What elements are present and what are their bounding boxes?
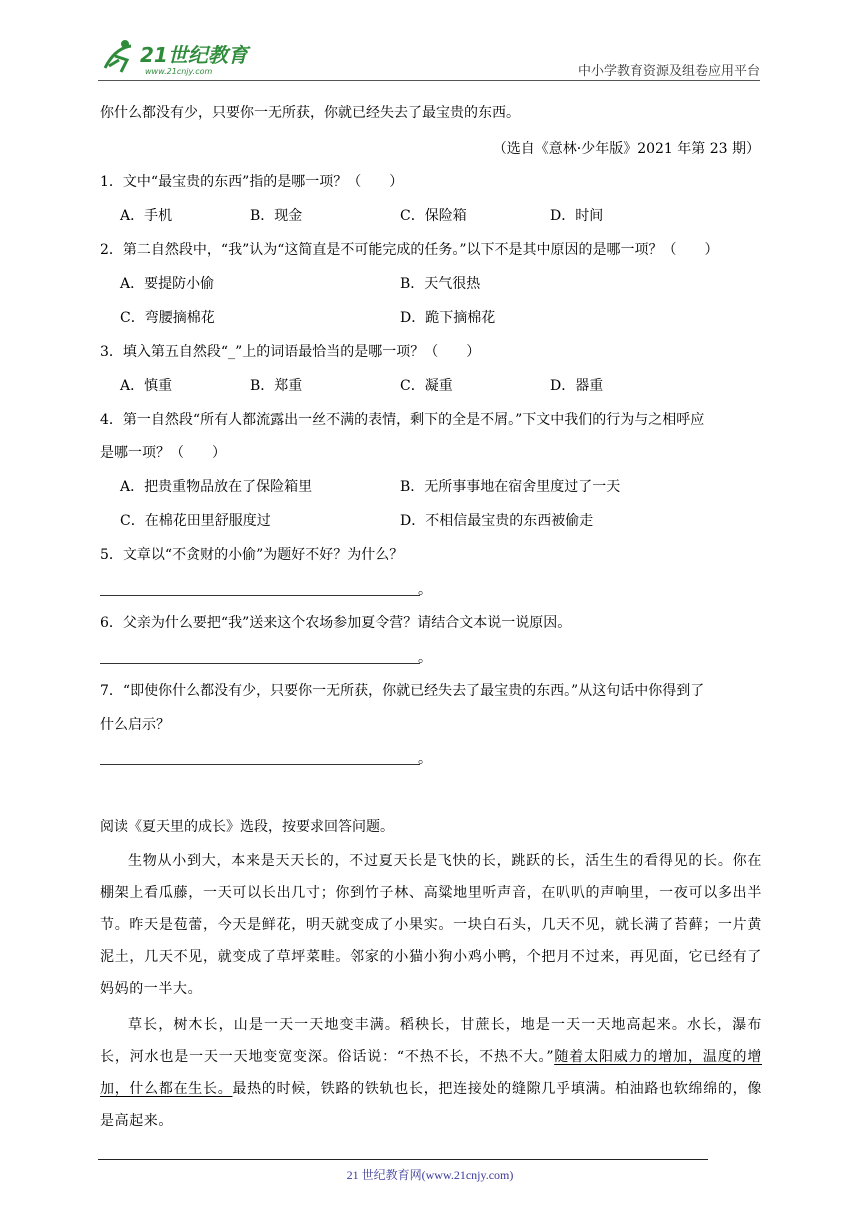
q3-option-c[interactable]: C．凝重	[400, 378, 453, 394]
question-1: 1．文中“最宝贵的东西”指的是哪一项？（ ）	[100, 174, 404, 190]
q3-option-b[interactable]: B．郑重	[250, 378, 303, 394]
q2-option-d[interactable]: D．跪下摘棉花	[400, 310, 496, 326]
q1-option-d[interactable]: D．时间	[550, 208, 604, 224]
q6-answer-blank[interactable]	[100, 663, 420, 664]
q4-option-b[interactable]: B．无所事事地在宿舍里度过了一天	[400, 479, 621, 495]
q4-option-a[interactable]: A．把贵重物品放在了保险箱里	[120, 479, 313, 495]
reading-passage	[100, 845, 762, 1137]
q4-option-d[interactable]: D．不相信最宝贵的东西被偷走	[400, 513, 594, 529]
paragraph-2-part-2: 最热的时候，铁路的铁轨也长，把连接处的缝隙几乎填满。柏油路也软绵绵的，像是高起来。	[100, 1081, 762, 1129]
intro-line: 你什么都没有少，只要你一无所获，你就已经失去了最宝贵的东西。	[100, 105, 520, 121]
q2-option-c[interactable]: C．弯腰摘棉花	[120, 310, 215, 326]
svg-text:21世纪教育: 21世纪教育	[140, 43, 248, 67]
reading-paragraph-2	[100, 1009, 762, 1137]
question-2: 2．第二自然段中，“我”认为“这简直是不可能完成的任务。”以下不是其中原因的是哪一项？（ ）	[100, 242, 719, 258]
q2-option-b[interactable]: B．天气很热	[400, 276, 481, 292]
reading-title: 阅读《夏天里的成长》选段，按要求回答问题。	[100, 819, 394, 835]
source-citation: （选自《意林·少年版》2021 年第 23 期）	[492, 141, 760, 157]
svg-text:www.21cnjy.com: www.21cnjy.com	[145, 67, 213, 76]
site-logo	[95, 38, 260, 78]
q7-answer-blank[interactable]	[100, 764, 420, 765]
question-3: 3．填入第五自然段“_”上的词语最恰当的是哪一项？（ ）	[100, 344, 481, 360]
question-4-line-1: 4．第一自然段“所有人都流露出一丝不满的表情，剩下的全是不屑。”下文中我们的行为与之相呼应	[100, 412, 705, 428]
question-4-line-2: 是哪一项？（ ）	[100, 445, 226, 461]
q2-option-a[interactable]: A．要提防小偷	[120, 276, 215, 292]
q3-option-a[interactable]: A．慎重	[120, 378, 173, 394]
q5-answer-blank[interactable]	[100, 595, 420, 596]
footer-divider	[98, 1159, 708, 1160]
reading-paragraph-1: 生物从小到大，本来是天天长的，不过夏天长是飞快的长，跳跃的长，活生生的看得见的长。你在棚架上看瓜藤，一天可以长出几寸；你到竹子林、高粱地里听声音，在叭叭的声响里，一夜可以多出半节。昨天是苞蕾，今天是鲜花，明天就变成了小果实。一块白石头，几天不见，就长满了苔藓；一片黄泥土，几天不见，就变成了草坪菜畦。邻家的小猫小狗小鸡小鸭，个把月不过来，再见面，它已经有了妈妈的一半大。	[100, 853, 762, 997]
q4-option-c[interactable]: C．在棉花田里舒服度过	[120, 513, 271, 529]
q1-option-c[interactable]: C．保险箱	[400, 208, 467, 224]
q6-period: 。	[418, 650, 432, 666]
paragraph-2-part-1: 草长，树木长，山是一天一天地变丰满。稻秧长，甘蔗长，地是一天一天地高起来。水长，瀑布长，河水也是一天一天地变宽变深。俗话说：“不热不长，不热不大。”	[100, 1017, 762, 1065]
question-6: 6．父亲为什么要把“我”送来这个农场参加夏令营？请结合文本说一说原因。	[100, 615, 572, 631]
underlined-sentence: 随着太阳威力的增加，温度的增加，什么都在生长。	[100, 1049, 763, 1097]
footer-text[interactable]: 21 世纪教育网(www.21cnjy.com)	[346, 1168, 514, 1182]
q1-option-b[interactable]: B．现金	[250, 208, 303, 224]
q5-period: 。	[418, 582, 432, 598]
q3-option-d[interactable]: D．器重	[550, 378, 604, 394]
question-7-line-2: 什么启示？	[100, 717, 170, 733]
q1-option-a[interactable]: A．手机	[120, 208, 173, 224]
question-5: 5．文章以“不贪财的小偷”为题好不好？为什么？	[100, 547, 404, 563]
header-divider	[98, 80, 760, 81]
q7-period: 。	[418, 751, 432, 767]
question-7-line-1: 7．“即使你什么都没有少，只要你一无所获，你就已经失去了最宝贵的东西。”从这句话中你得到了	[100, 683, 705, 699]
header-platform-text: 中小学教育资源及组卷应用平台	[577, 63, 760, 78]
runner-icon	[105, 40, 131, 72]
